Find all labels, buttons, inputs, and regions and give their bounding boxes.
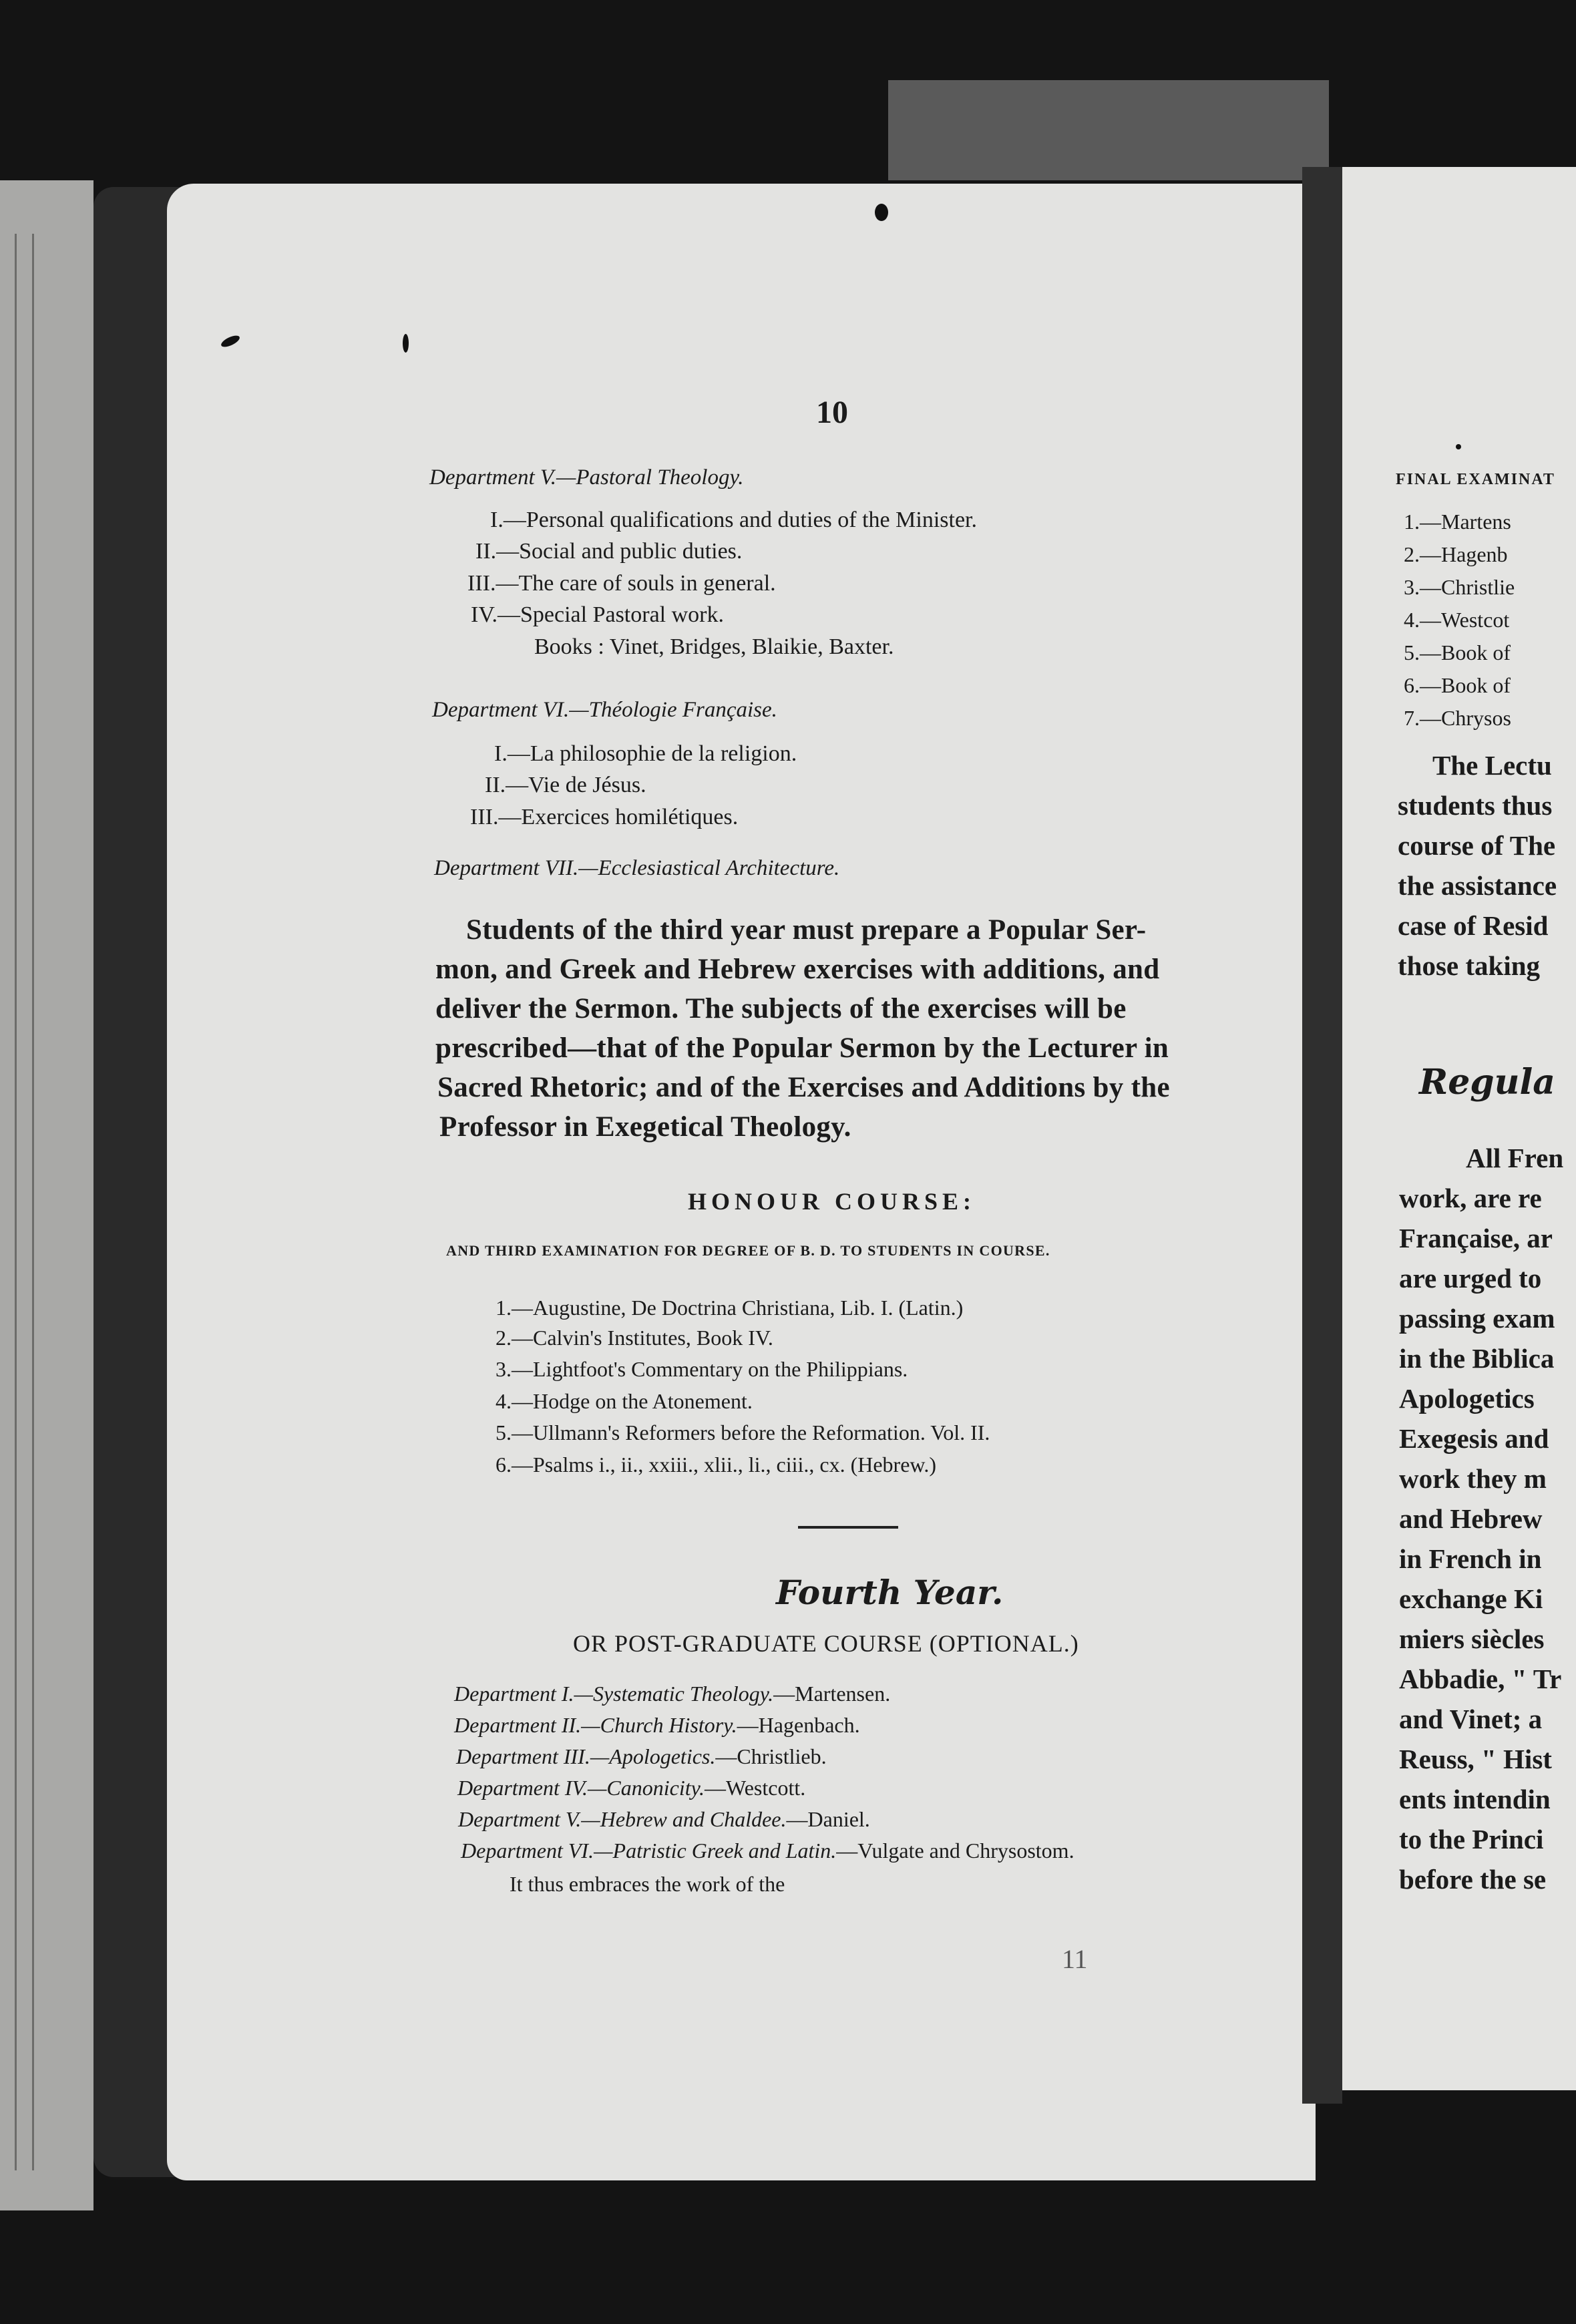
closing-line: It thus embraces the work of the [510,1872,785,1896]
page-edge-rule [32,234,34,2170]
fourth-year-subheading: OR POST-GRADUATE COURSE (OPTIONAL.) [573,1630,1079,1657]
fourth-year-heading: Fourth Year. [776,1573,1004,1612]
right-paragraph-line: course of The [1398,830,1556,861]
honour-item: 3.—Lightfoot's Commentary on the Philippians. [496,1357,908,1381]
right-list-item: 7.—Chrysos [1404,706,1511,730]
honour-item: 1.—Augustine, De Doctrina Christiana, Lib. I. (Latin.) [496,1296,964,1320]
right-paragraph-line: case of Resid [1398,910,1549,941]
handwritten-mark: 11 [1062,1944,1088,1974]
paragraph-line: Professor in Exegetical Theology. [439,1111,851,1143]
section-divider [798,1526,898,1529]
honour-item: 4.—Hodge on the Atonement. [496,1389,753,1413]
right-paragraph-line: The Lectu [1432,750,1552,781]
right-list-item: 2.—Hagenb [1404,542,1508,566]
right-paragraph-line: students thus [1398,790,1553,821]
department-title: Department I.—Systematic Theology. [454,1682,774,1706]
paragraph-line: prescribed—that of the Popular Sermon by the Lecturer in [435,1032,1169,1064]
page-edge-rule [15,234,17,2170]
paragraph-line: deliver the Sermon. The subjects of the exercises will be [435,993,1127,1024]
right-body-line: passing exam [1399,1303,1555,1334]
department-title: Department II.—Church History. [454,1713,737,1737]
honour-item: 5.—Ullmann's Reformers before the Reformation. Vol. II. [496,1420,990,1444]
right-body-line: before the se [1399,1864,1547,1895]
department-line [454,1713,860,1738]
right-body-line: in the Biblica [1399,1343,1555,1374]
right-body-line: and Hebrew [1399,1503,1543,1534]
right-page-heading: FINAL EXAMINAT [1396,471,1555,488]
right-body-line: to the Princi [1399,1824,1544,1855]
right-list-item: 4.—Westcot [1404,608,1510,632]
right-body-line: and Vinet; a [1399,1704,1543,1734]
right-body-line: are urged to [1399,1263,1542,1294]
section-heading: Department V.—Pastoral Theology. [429,465,744,490]
department-author: —Martensen. [773,1682,891,1706]
book-gutter [1302,167,1342,2104]
list-item: IV.—Special Pastoral work. [471,602,724,627]
list-item: III.—Exercices homilétiques. [470,805,739,829]
paragraph-line: Students of the third year must prepare a Popular Ser- [466,914,1147,946]
right-body-line: Reuss, " Hist [1399,1744,1552,1774]
department-title: Department IV.—Canonicity. [457,1776,705,1800]
right-gothic-heading: Regula [1419,1062,1555,1103]
scan-shadow-top [888,80,1329,180]
right-paragraph-line: those taking [1398,950,1541,981]
page-number: 10 [816,395,848,430]
section-heading: Department VII.—Ecclesiastical Architecture. [434,856,840,880]
right-body-line: All Fren [1466,1143,1564,1173]
right-body-line: in French in [1399,1543,1542,1574]
paragraph-line: mon, and Greek and Hebrew exercises with additions, and [435,954,1160,985]
list-item: I.—La philosophie de la religion. [494,741,797,766]
right-body-line: exchange Ki [1399,1583,1543,1614]
right-body-line: miers siècles [1399,1623,1545,1654]
honour-item: 6.—Psalms i., ii., xxiii., xlii., li., ciii., cx. (Hebrew.) [496,1452,937,1477]
right-body-line: Française, ar [1399,1223,1553,1253]
scan-speck [403,334,409,353]
department-title: Department V.—Hebrew and Chaldee. [458,1807,787,1831]
department-line [457,1776,805,1800]
right-body-line: Abbadie, " Tr [1399,1664,1562,1694]
right-body-line: Exegesis and [1399,1423,1549,1454]
list-item: II.—Social and public duties. [475,539,743,564]
previous-page-edge [0,180,93,2210]
department-author: —Hagenbach. [737,1713,860,1737]
right-list-item: 6.—Book of [1404,673,1511,697]
scan-speck [875,204,888,221]
right-body-line: ents intendin [1399,1784,1551,1814]
honour-course-subtitle: AND THIRD EXAMINATION FOR DEGREE OF B. D. TO STUDENTS IN COURSE. [446,1242,1050,1259]
section-heading: Department VI.—Théologie Française. [432,698,777,722]
right-list-item: 1.—Martens [1404,510,1511,534]
books-line: Books : Vinet, Bridges, Blaikie, Baxter. [534,634,894,659]
department-line [456,1744,827,1769]
right-body-line: Apologetics [1399,1383,1535,1414]
list-item: III.—The care of souls in general. [467,571,776,596]
right-list-item: 5.—Book of [1404,640,1511,664]
honour-item: 2.—Calvin's Institutes, Book IV. [496,1326,773,1350]
right-body-line: work, are re [1399,1183,1542,1213]
list-item: II.—Vie de Jésus. [485,773,646,797]
honour-course-title: HONOUR COURSE: [688,1188,976,1215]
department-line [454,1682,890,1706]
department-title: Department III.—Apologetics. [456,1744,716,1768]
department-author: —Christlieb. [715,1744,827,1768]
right-paragraph-line: the assistance [1398,870,1557,901]
department-author: —Daniel. [786,1807,870,1831]
department-author: —Westcott. [705,1776,806,1800]
right-page [1342,167,1576,2090]
right-list-item: 3.—Christlie [1404,575,1515,599]
department-title: Department VI.—Patristic Greek and Latin. [461,1838,837,1863]
right-body-line: work they m [1399,1463,1547,1494]
list-item: I.—Personal qualifications and duties of the Minister. [490,508,977,532]
paragraph-line: Sacred Rhetoric; and of the Exercises and Additions by the [437,1072,1170,1103]
scan-speck [1456,444,1461,449]
department-author: —Vulgate and Chrysostom. [836,1838,1074,1863]
department-line [458,1807,870,1832]
department-line [461,1838,1074,1863]
